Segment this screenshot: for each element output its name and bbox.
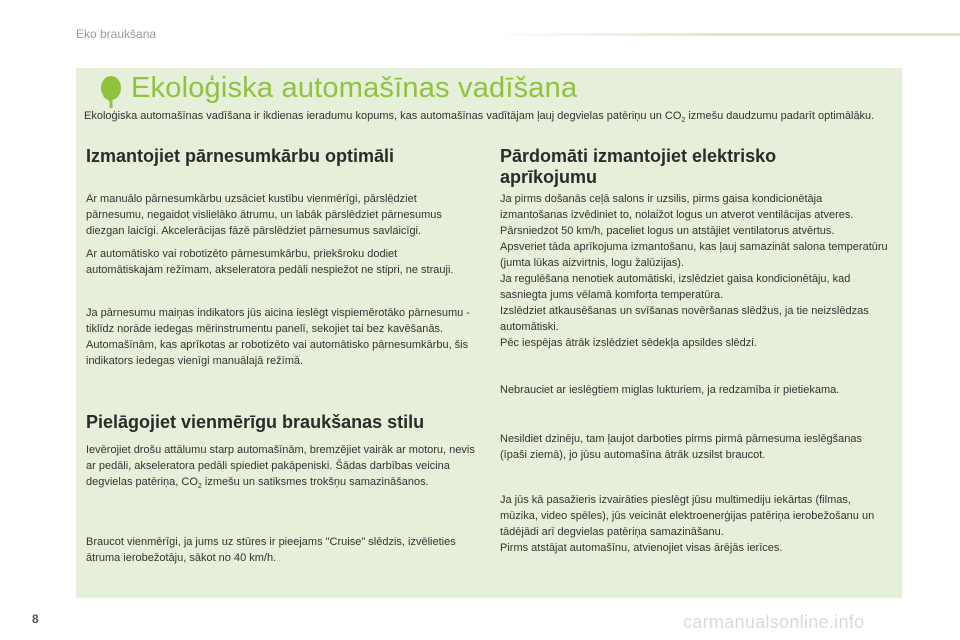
right-para-2: Nebrauciet ar ieslēgtiem miglas lukturiem, ja redzamība ir pietiekama. bbox=[500, 384, 840, 396]
heading-driving-style: Pielāgojiet vienmērīgu braukšanas stilu bbox=[86, 412, 425, 432]
left-para-5: Braucot vienmērīgi, ja jums uz stūres ir pieejams "Cruise" slēdzis, izvēlieties ātruma ierobežotāju, sākot no 40 km/h. bbox=[86, 536, 456, 564]
left-para-4: Ievērojiet drošu attālumu starp automašīnām, bremzējiet vairāk ar motoru, nevis ar pedāli, akseleratora pedāli spiediet pakāpeniski. Šādas darbības veicina degvielas patēriņa, $CO_2$ izmešu un satiksmes trokšņu samazināšanos. bbox=[86, 444, 475, 491]
section-header: Eko braukšana bbox=[76, 27, 157, 41]
left-para-3: Ja pārnesumu maiņas indikators jūs aicina ieslēgt vispiemērotāko pārnesumu - tiklīdz norāde iedegas mērinstrumentu panelī, sekojiet tai bez kavēšanās. Automašīnām, kas aprīkotas ar robotizēto vai automātisko pārnesumkārbu, šis indikators iedegas vienīgi manuālajā režīmā. bbox=[86, 307, 470, 367]
intro-text: Ekoloģiska automašīnas vadīšana ir ikdienas ieradumu kopums, kas automašīnas vadītājam ļauj degvielas patēriņu un $CO_2$ izmešu daudzumu padarīt optimālāku. bbox=[84, 110, 875, 125]
left-para-1: Ar manuālo pārnesumkārbu uzsāciet kustību vienmērīgi, pārslēdziet pārnesumu, negaidot vislielāko ātrumu, un labāk pārslēdziet pārnesumus diezgan laicīgi. Akcelerācijas fāzē pārslēdziet pārnesumus savlaicīgi. bbox=[86, 193, 442, 237]
left-para-2: Ar automātisko vai robotizēto pārnesumkārbu, priekšroku dodiet automātiskajam režīmam, akseleratora pedāli nespiežot ne stipri, ne strauji. bbox=[86, 248, 454, 276]
right-para-4: Ja jūs kā pasažieris izvairāties pieslēgt jūsu multimediju iekārtas (filmas, mūzika, video spēles), jūs veicināt elektroenerģijas patēriņa ierobežošanu un tādējādi arī degvielas patēriņa samazināšanu. Pirms atstājat automašīnu, atvienojiet visas ārējās ierīces. bbox=[500, 494, 875, 554]
right-para-3: Nesildiet dzinēju, tam ļaujot darboties pirms pirmā pārnesuma ieslēgšanas (īpaši ziemā), jo jūsu automašīna ātrāk uzsilst braucot. bbox=[500, 433, 862, 461]
watermark: carmanualsonline.info bbox=[683, 612, 865, 632]
page-title: Ekoloģiska automašīnas vadīšana bbox=[131, 72, 578, 104]
tree-leaf-icon bbox=[96, 75, 126, 109]
page-number: 8 bbox=[32, 612, 39, 626]
heading-gearbox: Izmantojiet pārnesumkārbu optimāli bbox=[86, 146, 395, 166]
right-para-1: Ja pirms došanās ceļā salons ir uzsilis, pirms gaisa kondicionētāja izmantošanas izvēdiniet to, nolaižot logus un atverot ventilācijas atveres. Pārsniedzot 50 km/h, paceliet logus un atstājiet ventilatorus atvērtus. Apsveriet tāda aprīkojuma izmantošanu, kas ļauj samazināt salona temperatūru (jumta lūkas aizvirtnis, logu žalūzijas). Ja regulēšana nenotiek automātiski, izslēdziet gaisa kondicionētāju, kad sasniegta jums vēlamā komforta temperatūra. Izslēdziet atkausēšanas un svīšanas novēršanas slēdžus, ja tie neizslēdzas automātiski. Pēc iespējas ātrāk izslēdziet sēdekļa apsildes slēdzi. bbox=[500, 193, 888, 349]
heading-electrical: Pārdomāti izmantojiet elektrisko aprīkojumu bbox=[500, 146, 777, 187]
header-divider bbox=[490, 33, 960, 36]
